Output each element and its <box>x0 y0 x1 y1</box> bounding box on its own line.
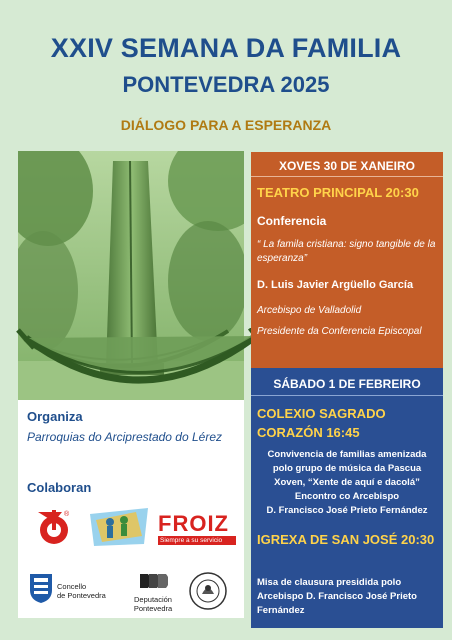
organizers-panel <box>18 400 244 618</box>
event2-text1-line5: D. Francisco José Prieto Fernández <box>266 505 428 516</box>
event1-role1: Arcebispo de Valladolid <box>257 305 362 316</box>
organiza-text: Parroquias do Arciprestado do Lérez <box>27 430 222 444</box>
diocese-family-logo <box>34 504 74 551</box>
froiz-slogan: Siempre a su servicio <box>158 536 236 545</box>
froiz-logo <box>158 512 236 545</box>
froiz-name: FROIZ <box>158 511 229 536</box>
concello-shield-icon <box>28 572 54 604</box>
event2-text1-line3: Xoven, “Xente de aquí e dacolá” <box>274 477 420 488</box>
event1-role2: Presidente da Conferencia Episcopal <box>257 326 422 337</box>
deputacion-line2: Pontevedra <box>133 604 173 613</box>
event1-date: XOVES 30 DE XANEIRO <box>278 159 416 173</box>
event1-venue: TEATRO PRINCIPAL 20:30 <box>257 185 419 200</box>
concello-pontevedra-logo <box>28 572 106 604</box>
poster-subtitle: DIÁLOGO PARA A ESPERANZA <box>120 117 332 133</box>
event2-venue2: IGREXA DE SAN JOSÉ 20:30 <box>257 532 435 547</box>
colaboran-heading: Colaboran <box>27 480 92 495</box>
event2-text1-line1: Convivencia de familias amenizada <box>267 449 427 460</box>
event2-divider <box>251 395 443 396</box>
event-thursday-panel <box>251 152 443 368</box>
parish-seal-logo <box>188 570 228 617</box>
concello-line2: de Pontevedra <box>57 591 106 600</box>
deputacion-line1: Deputación <box>134 595 172 604</box>
pascua-xoven-logo <box>86 506 152 553</box>
event2-text1-line2: polo grupo de música da Pascua <box>272 463 422 474</box>
poster-title: XXIV SEMANA DA FAMILIA <box>50 33 402 63</box>
svg-text:®: ® <box>64 511 70 518</box>
concello-line1: Concello <box>57 582 87 591</box>
event1-quote: “ La famila cristiana: signo tangible de la esperanza” <box>257 239 436 264</box>
event1-speaker: D. Luis Javier Argüello García <box>257 279 414 291</box>
event2-text1-line4: Encontro co Arcebispo <box>294 491 400 502</box>
event-saturday-panel <box>251 368 443 628</box>
event2-date: SÁBADO 1 DE FEBREIRO <box>273 377 421 391</box>
anchor-icon <box>14 328 264 410</box>
poster-city-year: PONTEVEDRA 2025 <box>122 72 330 97</box>
event1-type: Conferencia <box>257 214 327 228</box>
event2-description2: Misa de clausura presidida polo Arcebispo D. Francisco José Prieto Fernández <box>257 577 417 616</box>
event2-description1 <box>251 448 443 518</box>
organiza-heading: Organiza <box>27 409 83 424</box>
event1-divider <box>251 176 443 177</box>
deputacion-mark-icon <box>138 572 168 590</box>
deputacion-pontevedra-logo <box>124 572 182 613</box>
event2-venue1: COLEXIO SAGRADO CORAZÓN 16:45 <box>257 406 386 440</box>
